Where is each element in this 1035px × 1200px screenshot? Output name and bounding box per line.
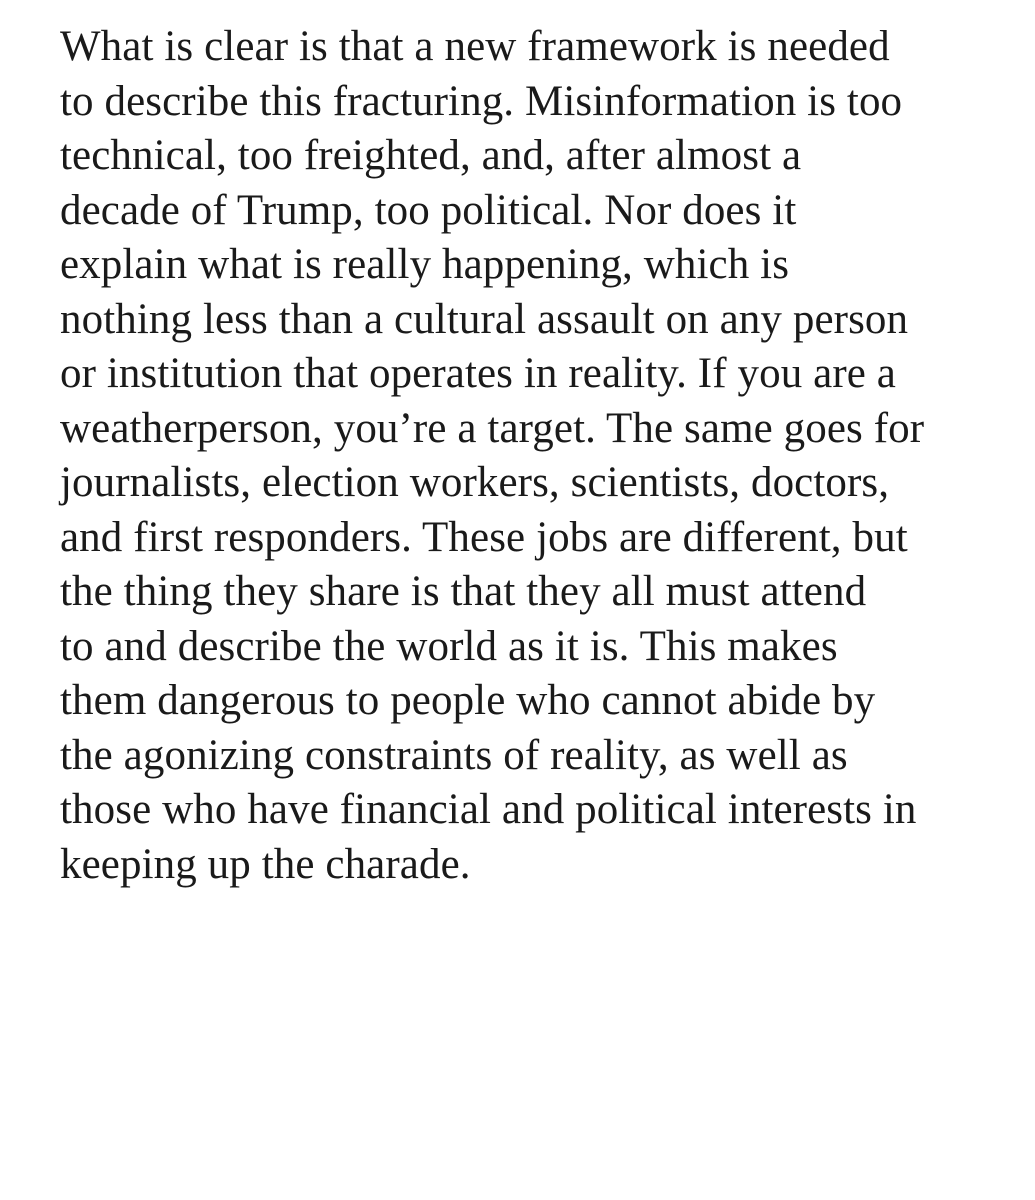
paragraph-line: to describe this fracturing. Misinformation is too — [60, 77, 903, 125]
paragraph-line: journalists, election workers, scientists, doctors, — [60, 459, 890, 506]
paragraph-line: weatherperson, you’re a target. The same goes for — [60, 404, 925, 452]
paragraph-line: to and describe the world as it is. This makes — [60, 622, 838, 670]
paragraph-line: those who have financial and political interests in — [60, 786, 917, 833]
paragraph-line: technical, too freighted, and, after almost a — [60, 132, 802, 179]
paragraph-line: keeping up the charade. — [60, 840, 471, 888]
paragraph-line: nothing less than a cultural assault on any person — [60, 295, 909, 343]
paragraph-line: or institution that operates in reality. If you are a — [60, 350, 896, 397]
paragraph-line: the agonizing constraints of reality, as well as — [60, 731, 848, 779]
paragraph-line: the thing they share is that they all must attend — [60, 568, 867, 615]
paragraph-line: explain what is really happening, which is — [60, 241, 790, 288]
paragraph-line: decade of Trump, too political. Nor does it — [60, 186, 797, 234]
paragraph-line: What is clear is that a new framework is needed — [60, 23, 890, 70]
article-paragraph — [60, 20, 1020, 892]
paragraph-line: and first responders. These jobs are different, but — [60, 513, 908, 561]
paragraph-line: them dangerous to people who cannot abide by — [60, 677, 876, 724]
